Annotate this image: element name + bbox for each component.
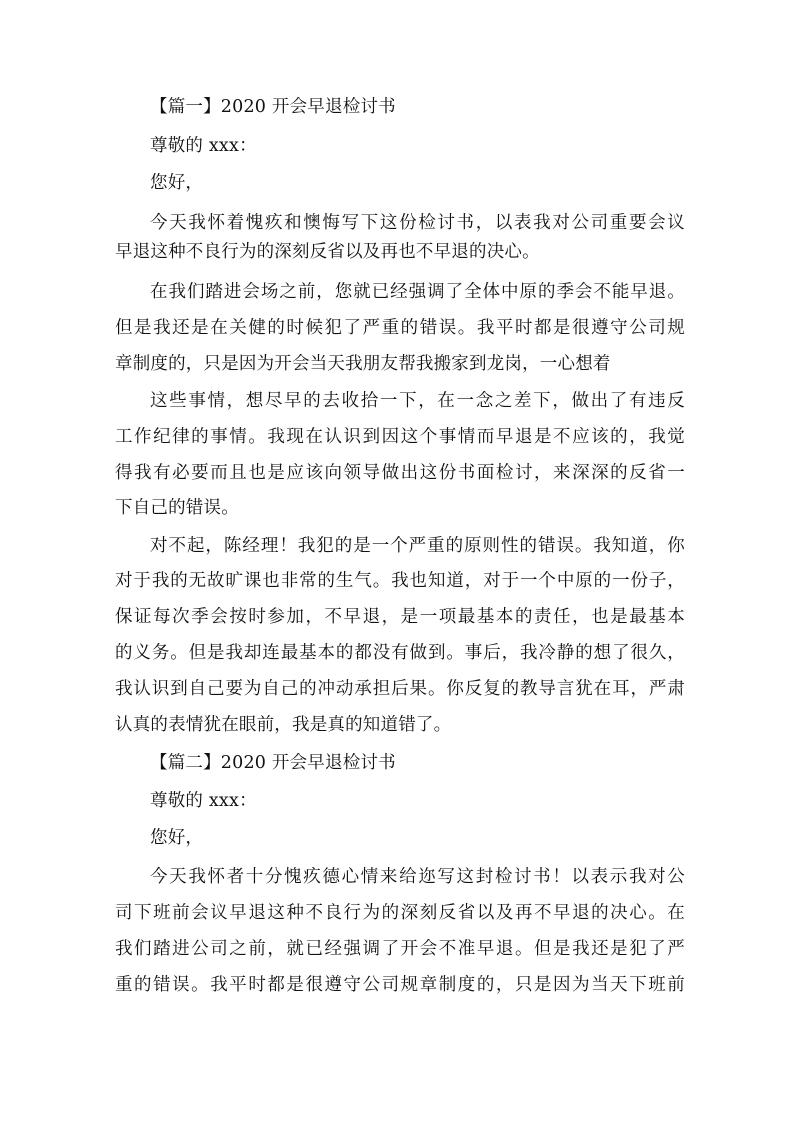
body-line: 司下班前会议早退这种不良行为的深刻反省以及再不早退的决心。在 (115, 903, 685, 923)
body-line: 认真的表情犹在眼前，我是真的知道错了。 (115, 715, 452, 735)
body-line: 下自己的错误。 (115, 498, 239, 518)
body-line: 这些事情，想尽早的去收拾一下，在一念之差下，做出了有违反 (150, 391, 685, 411)
body-line: 的义务。但是我却连最基本的都没有做到。事后，我冷静的想了很久， (115, 643, 685, 663)
body-line: 在我们踏进会场之前，您就已经强调了全体中原的季会不能早退。 (150, 282, 685, 302)
body-line: 保证每次季会按时参加，不早退，是一项最基本的责任，也是最基本 (115, 607, 685, 627)
body-line: 对于我的无故旷课也非常的生气。我也知道，对于一个中原的一份子， (115, 571, 685, 591)
section-title-2: 【篇二】2020 开会早退检讨书 (150, 753, 396, 773)
body-line: 对不起，陈经理！我犯的是一个严重的原则性的错误。我知道，你 (150, 536, 685, 556)
salutation-2: 尊敬的 xxx： (150, 791, 257, 811)
salutation-1: 尊敬的 xxx： (150, 136, 257, 156)
body-line: 我认识到自己要为自己的冲动承担后果。你反复的教导言犹在耳，严肃 (115, 679, 685, 699)
body-line: 今天我怀者十分愧疚德心情来给迩写这封检讨书！以表示我对公 (150, 867, 685, 887)
body-line: 今天我怀着愧疚和懊悔写下这份检讨书，以表我对公司重要会议 (150, 213, 685, 233)
body-line: 得我有必要而且也是应该向领导做出这份书面检讨，来深深的反省一 (115, 463, 685, 483)
body-line: 早退这种不良行为的深刻反省以及再也不早退的决心。 (115, 242, 540, 262)
body-line: 章制度的，只是因为开会当天我朋友帮我搬家到龙岗，一心想着 (115, 354, 611, 374)
section-title-1: 【篇一】2020 开会早退检讨书 (150, 97, 396, 117)
body-line: 重的错误。我平时都是很遵守公司规章制度的，只是因为当天下班前 (115, 975, 685, 995)
body-line: 工作纪律的事情。我现在认识到因这个事情而早退是不应该的，我觉 (115, 427, 685, 447)
body-line: 我们踏进公司之前，就已经强调了开会不准早退。但是我还是犯了严 (115, 939, 685, 959)
greeting-2: 您好， (150, 828, 204, 848)
greeting-1: 您好， (150, 173, 204, 193)
body-line: 但是我还是在关健的时候犯了严重的错误。我平时都是很遵守公司规 (115, 318, 685, 338)
